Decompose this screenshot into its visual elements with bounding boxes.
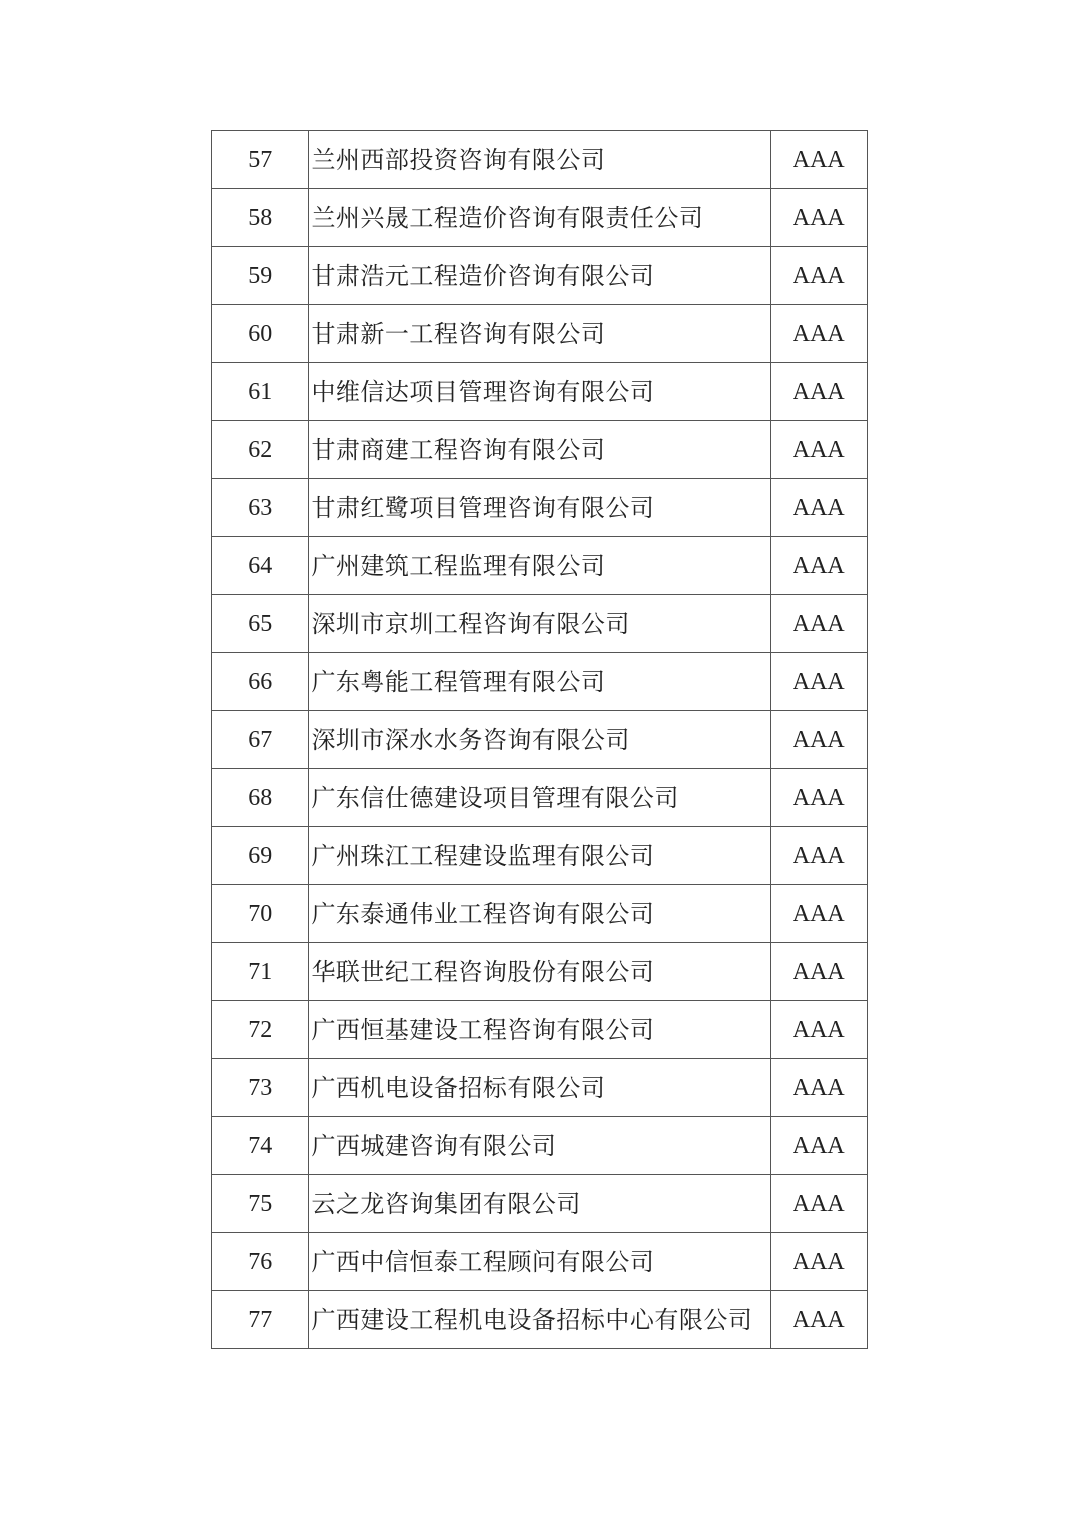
company-name: 广西恒基建设工程咨询有限公司: [309, 1001, 770, 1059]
table-body: [212, 131, 868, 1349]
credit-grade: AAA: [770, 653, 867, 711]
row-number: 57: [212, 131, 309, 189]
credit-grade: AAA: [770, 1233, 867, 1291]
row-number: 73: [212, 1059, 309, 1117]
table-row: [212, 1059, 868, 1117]
credit-grade: AAA: [770, 305, 867, 363]
credit-grade: AAA: [770, 479, 867, 537]
credit-grade: AAA: [770, 1001, 867, 1059]
company-name: 广西城建咨询有限公司: [309, 1117, 770, 1175]
company-name: 兰州兴晟工程造价咨询有限责任公司: [309, 189, 770, 247]
row-number: 77: [212, 1291, 309, 1349]
table-row: [212, 653, 868, 711]
row-number: 68: [212, 769, 309, 827]
company-name: 华联世纪工程咨询股份有限公司: [309, 943, 770, 1001]
table-row: [212, 1291, 868, 1349]
row-number: 76: [212, 1233, 309, 1291]
credit-grade: AAA: [770, 885, 867, 943]
row-number: 66: [212, 653, 309, 711]
table-row: [212, 305, 868, 363]
row-number: 61: [212, 363, 309, 421]
credit-grade: AAA: [770, 827, 867, 885]
row-number: 67: [212, 711, 309, 769]
credit-grade: AAA: [770, 1059, 867, 1117]
row-number: 71: [212, 943, 309, 1001]
table-row: [212, 363, 868, 421]
table-row: [212, 769, 868, 827]
table-row: [212, 247, 868, 305]
table-row: [212, 479, 868, 537]
company-name: 广东信仕德建设项目管理有限公司: [309, 769, 770, 827]
table-row: [212, 1233, 868, 1291]
table-row: [212, 943, 868, 1001]
credit-grade: AAA: [770, 1117, 867, 1175]
table-row: [212, 827, 868, 885]
credit-grade: AAA: [770, 769, 867, 827]
row-number: 62: [212, 421, 309, 479]
row-number: 69: [212, 827, 309, 885]
company-name: 广西机电设备招标有限公司: [309, 1059, 770, 1117]
company-name: 广东泰通伟业工程咨询有限公司: [309, 885, 770, 943]
row-number: 64: [212, 537, 309, 595]
company-name: 深圳市京圳工程咨询有限公司: [309, 595, 770, 653]
company-name: 兰州西部投资咨询有限公司: [309, 131, 770, 189]
row-number: 70: [212, 885, 309, 943]
table-row: [212, 885, 868, 943]
table-row: [212, 537, 868, 595]
credit-grade: AAA: [770, 943, 867, 1001]
company-name: 广东粤能工程管理有限公司: [309, 653, 770, 711]
table-row: [212, 189, 868, 247]
table-row: [212, 1175, 868, 1233]
row-number: 75: [212, 1175, 309, 1233]
company-name: 甘肃新一工程咨询有限公司: [309, 305, 770, 363]
company-name: 甘肃红鹭项目管理咨询有限公司: [309, 479, 770, 537]
company-name: 深圳市深水水务咨询有限公司: [309, 711, 770, 769]
credit-grade: AAA: [770, 131, 867, 189]
credit-grade: AAA: [770, 537, 867, 595]
row-number: 59: [212, 247, 309, 305]
table-row: [212, 1117, 868, 1175]
table-row: [212, 595, 868, 653]
row-number: 72: [212, 1001, 309, 1059]
company-name: 中维信达项目管理咨询有限公司: [309, 363, 770, 421]
table-row: [212, 421, 868, 479]
credit-grade: AAA: [770, 1291, 867, 1349]
credit-rating-table: [211, 130, 868, 1349]
row-number: 63: [212, 479, 309, 537]
company-name: 广州珠江工程建设监理有限公司: [309, 827, 770, 885]
credit-grade: AAA: [770, 595, 867, 653]
company-name: 甘肃浩元工程造价咨询有限公司: [309, 247, 770, 305]
credit-grade: AAA: [770, 247, 867, 305]
table-row: [212, 131, 868, 189]
table-row: [212, 1001, 868, 1059]
credit-grade: AAA: [770, 421, 867, 479]
credit-grade: AAA: [770, 1175, 867, 1233]
credit-grade: AAA: [770, 363, 867, 421]
credit-grade: AAA: [770, 711, 867, 769]
row-number: 60: [212, 305, 309, 363]
row-number: 58: [212, 189, 309, 247]
credit-grade: AAA: [770, 189, 867, 247]
company-name: 甘肃商建工程咨询有限公司: [309, 421, 770, 479]
row-number: 74: [212, 1117, 309, 1175]
company-name: 云之龙咨询集团有限公司: [309, 1175, 770, 1233]
company-name: 广西中信恒泰工程顾问有限公司: [309, 1233, 770, 1291]
table-row: [212, 711, 868, 769]
company-name: 广西建设工程机电设备招标中心有限公司: [309, 1291, 770, 1349]
row-number: 65: [212, 595, 309, 653]
company-name: 广州建筑工程监理有限公司: [309, 537, 770, 595]
